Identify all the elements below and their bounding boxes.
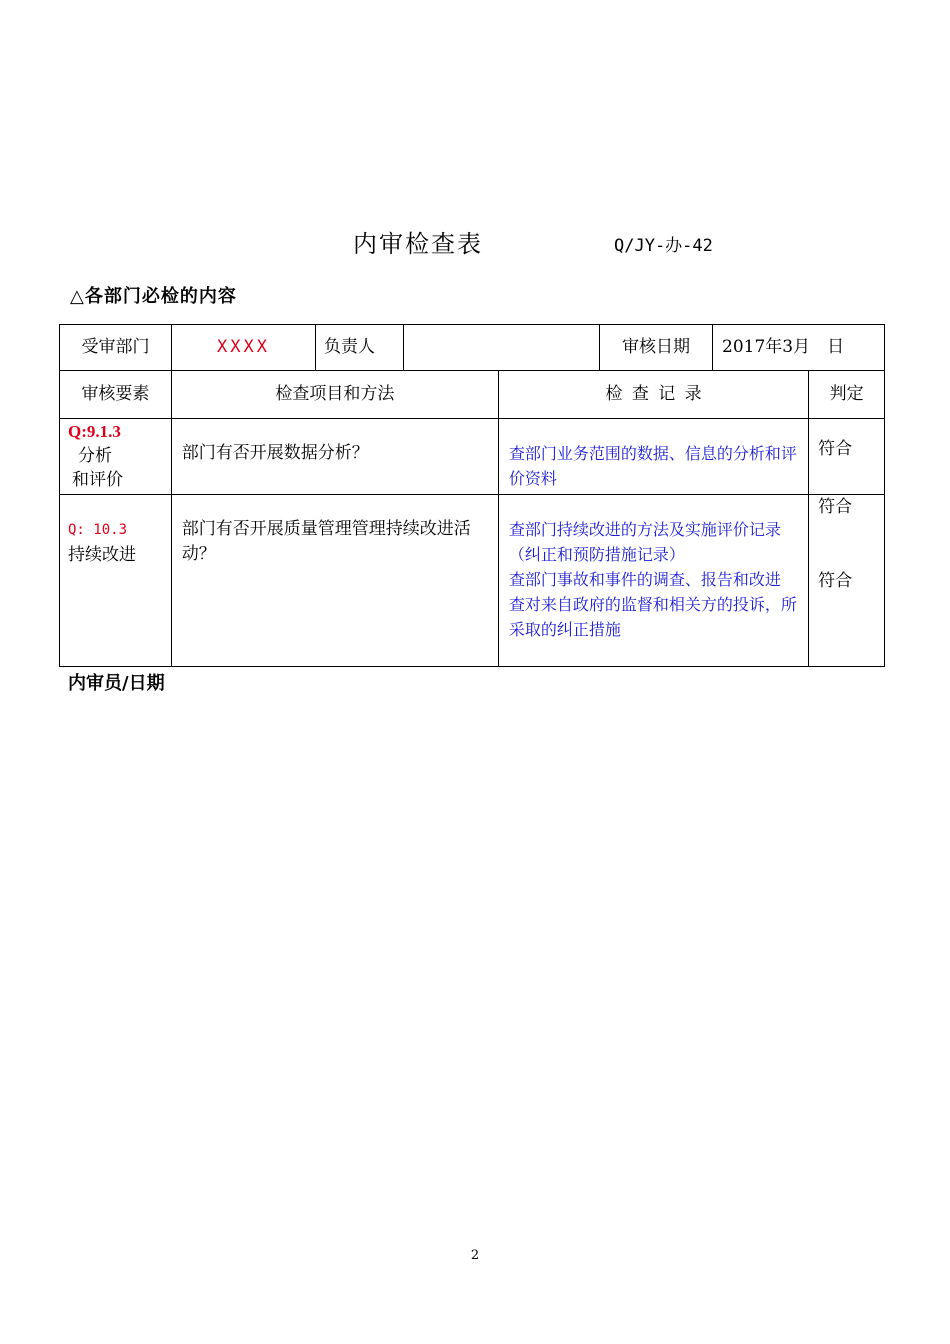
triangle-icon: △ <box>70 286 85 307</box>
col-item-method-header: 检查项目和方法 <box>172 371 499 418</box>
auditor-date-label: 内审员/日期 <box>68 673 165 694</box>
record-entry: 查部门业务范围的数据、信息的分析和评价资料 <box>508 444 797 488</box>
table-row <box>59 418 885 494</box>
column-header-row <box>59 370 885 418</box>
audit-checklist-table <box>59 324 885 667</box>
element-line: 和评价 <box>72 470 123 490</box>
owner-label: 负责人 <box>316 325 404 370</box>
judgment-value: 符合 <box>818 571 853 591</box>
clause-number: Q:9.1.3 <box>68 422 121 441</box>
element-line: 持续改进 <box>68 545 136 565</box>
judgment-cell <box>809 495 884 666</box>
clause-number: Q: 10.3 <box>68 522 128 538</box>
record-entry: 查对来自政府的监督和相关方的投诉，所采取的纠正措施 <box>508 595 797 639</box>
judgment-value: 符合 <box>818 497 853 517</box>
item-cell: 部门有否开展数据分析？ <box>172 419 499 494</box>
record-cell <box>499 419 809 494</box>
element-cell <box>60 419 172 494</box>
item-cell: 部门有否开展质量管理管理持续改进活动？ <box>172 495 499 666</box>
element-line: 分析 <box>78 446 112 466</box>
record-entry: 查部门持续改进的方法及实施评价记录（纠正和预防措施记录） <box>508 520 781 564</box>
document-title: 内审检查表 <box>353 230 483 258</box>
page-number: 2 <box>470 1248 480 1263</box>
info-row <box>59 324 885 370</box>
record-entry: 查部门事故和事件的调查、报告和改进 <box>508 570 781 589</box>
record-cell <box>499 495 809 666</box>
judgment-value: 符合 <box>818 439 853 459</box>
col-element-header: 审核要素 <box>60 371 172 418</box>
table-row <box>59 494 885 667</box>
element-cell <box>60 495 172 666</box>
section-heading-text: 各部门必检的内容 <box>84 286 237 307</box>
col-judgment-header: 判定 <box>829 384 864 404</box>
col-record-header: 检 查 记 录 <box>499 371 809 418</box>
dept-value: XXXX <box>172 325 316 370</box>
date-label: 审核日期 <box>600 325 713 370</box>
document-code: Q/JY-办-42 <box>614 236 713 256</box>
owner-value <box>404 325 600 370</box>
dept-label: 受审部门 <box>60 325 172 370</box>
date-value: 2017年3月 日 <box>722 337 845 357</box>
section-heading <box>70 282 237 308</box>
title-row <box>0 224 950 256</box>
judgment-cell <box>809 419 884 494</box>
